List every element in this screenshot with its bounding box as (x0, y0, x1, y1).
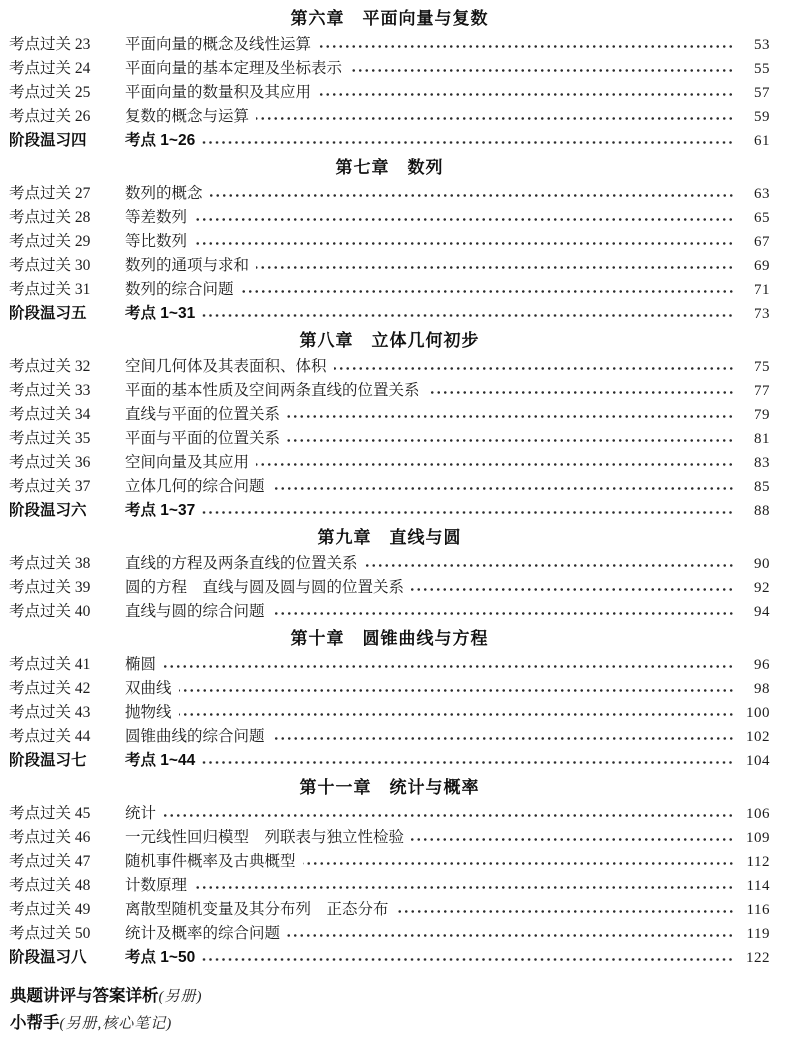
page-number: 73 (754, 306, 770, 322)
dot-leader (318, 44, 734, 49)
toc-entry-row (9, 725, 770, 749)
entry-title: 一元线性回归模型 列联表与独立性检验 (125, 829, 405, 846)
page-number: 77 (754, 383, 770, 399)
entry-label: 阶段温习七 (9, 752, 87, 769)
toc-entry-row (9, 802, 770, 826)
dot-leader (349, 68, 734, 73)
page-number: 109 (746, 830, 770, 846)
dot-leader (334, 366, 734, 371)
entry-title: 等比数列 (125, 233, 188, 250)
page-number: 59 (754, 109, 770, 125)
toc-section (9, 7, 770, 153)
page-number: 102 (746, 729, 770, 745)
dot-leader (202, 313, 734, 318)
chapter-heading: 第十一章 统计与概率 (299, 778, 480, 797)
entry-title: 空间向量及其应用 (125, 454, 250, 471)
entry-label: 考点过关 35 (9, 430, 91, 447)
stage-review-row (9, 946, 770, 970)
entry-label: 阶段温习四 (9, 132, 87, 149)
dot-leader (256, 462, 734, 467)
page-number: 112 (746, 854, 770, 870)
dot-leader (194, 217, 734, 222)
entry-label: 考点过关 32 (9, 358, 91, 375)
dot-leader (202, 140, 734, 145)
dot-leader (272, 611, 734, 616)
page-number: 53 (754, 37, 770, 53)
entry-title: 平面向量的数量积及其应用 (125, 84, 312, 101)
dot-leader (287, 414, 734, 419)
page-number: 83 (754, 455, 770, 471)
entry-label: 考点过关 31 (9, 281, 91, 298)
page-number: 65 (754, 210, 770, 226)
entry-title: 圆的方程 直线与圆及圆与圆的位置关系 (125, 579, 405, 596)
dot-leader (256, 116, 734, 121)
dot-leader (202, 760, 734, 765)
entry-title: 统计及概率的综合问题 (125, 925, 281, 942)
entry-label: 考点过关 40 (9, 603, 91, 620)
entry-title: 平面向量的基本定理及坐标表示 (125, 60, 343, 77)
dot-leader (179, 712, 734, 717)
chapter-heading: 第九章 直线与圆 (317, 528, 462, 547)
page-number: 81 (754, 431, 770, 447)
entry-title: 椭圆 (125, 656, 157, 673)
toc-entry-row (9, 576, 770, 600)
page-number: 75 (754, 359, 770, 375)
footer-answers-label: 典题讲评与答案详析 (10, 987, 159, 1005)
entry-title: 立体几何的综合问题 (125, 478, 265, 495)
toc-entry-row (9, 33, 770, 57)
toc-entry-row (9, 701, 770, 725)
page-number: 85 (754, 479, 770, 495)
dot-leader (210, 193, 734, 198)
chapter-heading: 第八章 立体几何初步 (299, 331, 480, 350)
stage-review-row (9, 129, 770, 153)
toc-entry-row (9, 600, 770, 624)
footer-helper-note: (另册,核心笔记) (59, 1016, 173, 1032)
page-number: 122 (746, 950, 770, 966)
entry-label: 考点过关 49 (9, 901, 91, 918)
entry-label: 考点过关 45 (9, 805, 91, 822)
toc-section (9, 627, 770, 773)
page-number: 96 (754, 657, 770, 673)
entry-title: 平面与平面的位置关系 (125, 430, 281, 447)
dot-leader (202, 957, 734, 962)
page-number: 94 (754, 604, 770, 620)
entry-label: 考点过关 30 (9, 257, 91, 274)
entry-title: 数列的综合问题 (125, 281, 234, 298)
entry-title: 考点 1~50 (125, 949, 196, 966)
entry-label: 考点过关 23 (9, 36, 91, 53)
dot-leader (163, 664, 734, 669)
toc-entry-row (9, 278, 770, 302)
toc-section (9, 156, 770, 326)
entry-label: 考点过关 43 (9, 704, 91, 721)
entry-label: 考点过关 29 (9, 233, 91, 250)
entry-label: 阶段温习五 (9, 305, 87, 322)
toc-sections (9, 7, 770, 970)
toc-entry-row (9, 57, 770, 81)
dot-leader (272, 486, 734, 491)
chapter-heading: 第十章 圆锥曲线与方程 (290, 629, 489, 648)
dot-leader (365, 563, 734, 568)
page-number: 114 (746, 878, 770, 894)
entry-label: 考点过关 46 (9, 829, 91, 846)
entry-label: 考点过关 37 (9, 478, 91, 495)
footer-line-helper (10, 1010, 770, 1037)
entry-title: 考点 1~37 (125, 502, 196, 519)
entry-label: 考点过关 34 (9, 406, 91, 423)
toc-entry-row (9, 230, 770, 254)
entry-label: 考点过关 47 (9, 853, 91, 870)
toc-entry-row (9, 653, 770, 677)
entry-title: 直线与圆的综合问题 (125, 603, 265, 620)
page-number: 116 (746, 902, 770, 918)
page-number: 79 (754, 407, 770, 423)
page-number: 88 (754, 503, 770, 519)
page-number: 100 (746, 705, 770, 721)
footer-answers-note: (另册) (158, 989, 203, 1005)
chapter-heading: 第六章 平面向量与复数 (290, 9, 489, 28)
entry-title: 数列的概念 (125, 185, 203, 202)
page-number: 57 (754, 85, 770, 101)
dot-leader (163, 813, 734, 818)
page-number: 67 (754, 234, 770, 250)
dot-leader (396, 909, 734, 914)
entry-title: 随机事件概率及古典概型 (125, 853, 296, 870)
entry-title: 双曲线 (125, 680, 172, 697)
entry-title: 圆锥曲线的综合问题 (125, 728, 265, 745)
entry-title: 抛物线 (125, 704, 172, 721)
toc-section (9, 526, 770, 624)
page-number: 98 (754, 681, 770, 697)
entry-label: 考点过关 41 (9, 656, 91, 673)
toc-entry-row (9, 826, 770, 850)
page-number: 106 (746, 806, 770, 822)
dot-leader (303, 861, 734, 866)
entry-label: 考点过关 24 (9, 60, 91, 77)
page-number: 90 (754, 556, 770, 572)
entry-title: 考点 1~26 (125, 132, 196, 149)
toc-entry-row (9, 355, 770, 379)
toc-entry-row (9, 182, 770, 206)
entry-label: 考点过关 26 (9, 108, 91, 125)
entry-label: 考点过关 28 (9, 209, 91, 226)
entry-label: 考点过关 48 (9, 877, 91, 894)
page-number: 71 (754, 282, 770, 298)
stage-review-row (9, 749, 770, 773)
toc-section (9, 329, 770, 523)
footer-line-answers (10, 983, 770, 1010)
entry-title: 直线的方程及两条直线的位置关系 (125, 555, 358, 572)
page-number: 104 (746, 753, 770, 769)
page-number: 55 (754, 61, 770, 77)
entry-label: 考点过关 33 (9, 382, 91, 399)
page-number: 92 (754, 580, 770, 596)
toc-entry-row (9, 427, 770, 451)
entry-title: 平面的基本性质及空间两条直线的位置关系 (125, 382, 420, 399)
dot-leader (287, 933, 734, 938)
page-number: 63 (754, 186, 770, 202)
entry-title: 考点 1~31 (125, 305, 196, 322)
dot-leader (194, 885, 734, 890)
dot-leader (241, 289, 734, 294)
toc-entry-row (9, 379, 770, 403)
dot-leader (427, 390, 734, 395)
entry-label: 考点过关 38 (9, 555, 91, 572)
entry-label: 考点过关 36 (9, 454, 91, 471)
entry-label: 考点过关 27 (9, 185, 91, 202)
page-number: 61 (754, 133, 770, 149)
entry-label: 考点过关 39 (9, 579, 91, 596)
entry-label: 考点过关 50 (9, 925, 91, 942)
stage-review-row (9, 302, 770, 326)
toc-entry-row (9, 81, 770, 105)
entry-title: 统计 (125, 805, 157, 822)
entry-title: 直线与平面的位置关系 (125, 406, 281, 423)
dot-leader (411, 587, 734, 592)
entry-title: 空间几何体及其表面积、体积 (125, 358, 327, 375)
entry-title: 等差数列 (125, 209, 188, 226)
footer-helper-label: 小帮手 (10, 1014, 60, 1032)
entry-title: 考点 1~44 (125, 752, 196, 769)
entry-label: 考点过关 44 (9, 728, 91, 745)
entry-title: 数列的通项与求和 (125, 257, 250, 274)
toc-entry-row (9, 475, 770, 499)
toc-entry-row (9, 451, 770, 475)
stage-review-row (9, 499, 770, 523)
dot-leader (256, 265, 734, 270)
dot-leader (287, 438, 734, 443)
dot-leader (272, 736, 734, 741)
dot-leader (179, 688, 734, 693)
dot-leader (411, 837, 734, 842)
footer (9, 983, 770, 1037)
chapter-heading: 第七章 数列 (335, 158, 444, 177)
toc-entry-row (9, 922, 770, 946)
toc-entry-row (9, 677, 770, 701)
entry-title: 平面向量的概念及线性运算 (125, 36, 312, 53)
page-number: 69 (754, 258, 770, 274)
toc-entry-row (9, 898, 770, 922)
page-number: 119 (746, 926, 770, 942)
entry-label: 考点过关 42 (9, 680, 91, 697)
toc-entry-row (9, 206, 770, 230)
entry-title: 计数原理 (125, 877, 188, 894)
toc-entry-row (9, 105, 770, 129)
toc-entry-row (9, 254, 770, 278)
entry-label: 阶段温习六 (9, 502, 87, 519)
entry-title: 复数的概念与运算 (125, 108, 250, 125)
entry-title: 离散型随机变量及其分布列 正态分布 (125, 901, 389, 918)
dot-leader (202, 510, 734, 515)
toc-entry-row (9, 874, 770, 898)
toc-section (9, 776, 770, 970)
entry-label: 考点过关 25 (9, 84, 91, 101)
toc-entry-row (9, 552, 770, 576)
entry-label: 阶段温习八 (9, 949, 87, 966)
toc-entry-row (9, 850, 770, 874)
toc-entry-row (9, 403, 770, 427)
dot-leader (194, 241, 734, 246)
dot-leader (318, 92, 734, 97)
